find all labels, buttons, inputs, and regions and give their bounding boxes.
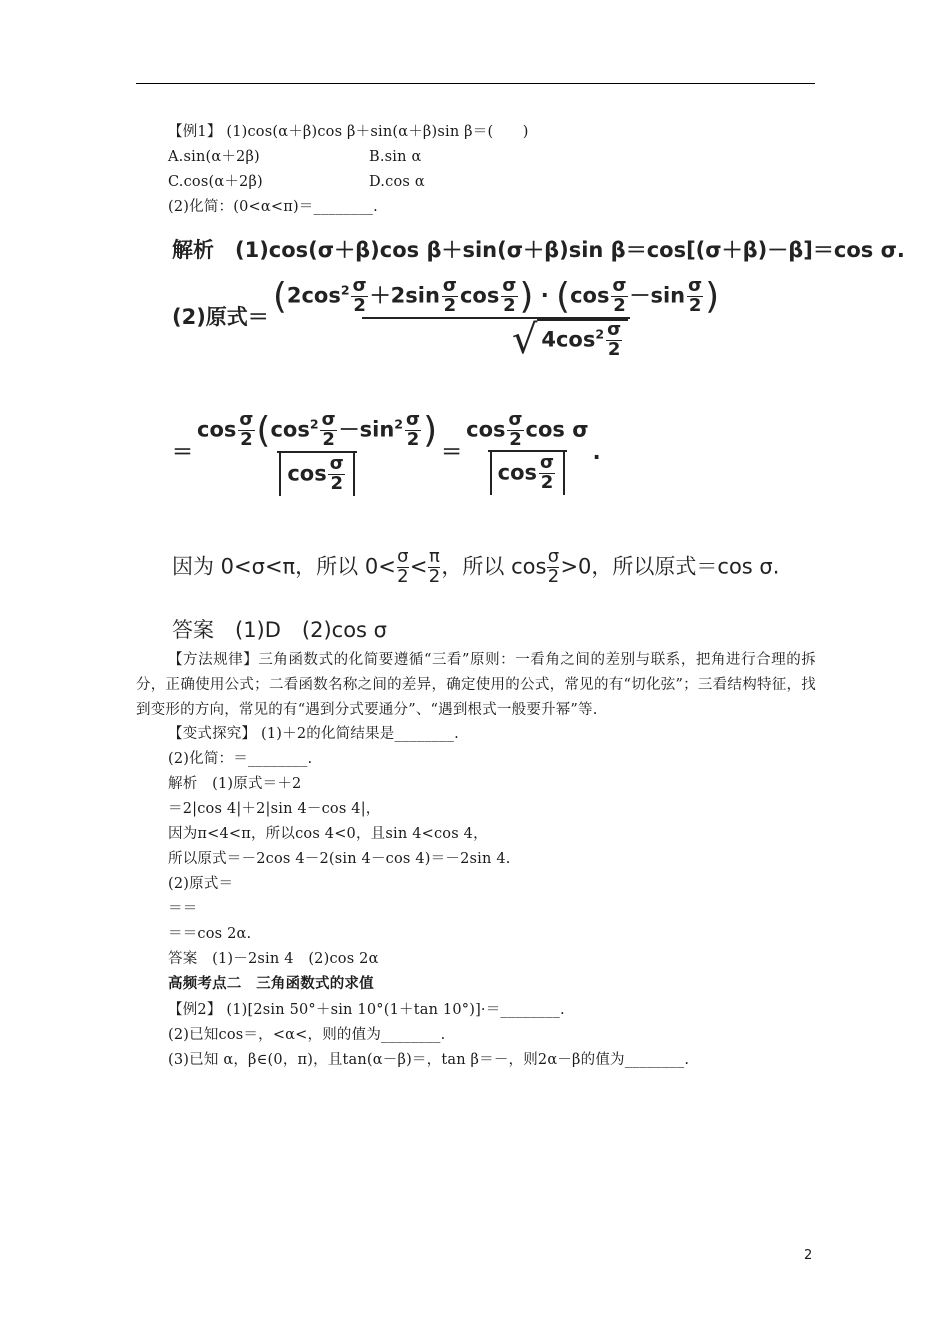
solution-answer: 答案 (1)D (2)cos σ (172, 618, 387, 642)
variant-solution-3: 因为π<4<π，所以cos 4<0，且sin 4<cos 4， (168, 826, 488, 842)
example2-question2: (2)已知cos＝，<α<，则的值为________. (168, 1027, 446, 1043)
variant-question1: 【变式探究】 (1)＋2的化简结果是________. (168, 726, 459, 742)
solution-line4: 因为 0<σ<π，所以 0< $\frac{\sigma}{2}$ < $\frac{\pi}{2}$ ，所以 cos $\frac{\sigma}{2}$ >0，所以原式＝cos σ. (172, 546, 780, 587)
example1-question2: (2)化简：(0<α<π)＝________. (168, 199, 378, 215)
method-rule-paragraph: 【方法规律】三角函数式的化简要遵循“三看”原则：一看角之间的差别与联系，把角进行合理的拆分，正确使用公式；二看函数名称之间的差异，确定使用的公式，常见的有“切化弦”；三看结构特征，找到变形的方向，常见的有“遇到分式要通分”、“遇到根式一般要升幂”等. (136, 652, 816, 718)
solution-line3: ＝ cos $\frac{\sigma}{2}$ ($\cos^2$ $\frac{\sigma}{2}$ $-\sin^2$ $\frac{\sigma}{2}$ ) cos $\frac{\sigma}{2}$ ＝ cos $\frac{\sigma}{2}$ cos σ cos $\frac{\sigma}{2}$ . (172, 409, 601, 495)
variant-solution-1: 解析 (1)原式＝＋2 (168, 776, 302, 792)
page-number: 2 (804, 1248, 813, 1263)
fraction-3: cos $\frac{\sigma}{2}$ cos σ cos $\frac{\sigma}{2}$ (466, 409, 589, 493)
variant-question2: (2)化简：＝________. (168, 751, 313, 767)
variant-solution-5: (2)原式＝ (168, 876, 234, 892)
solution-line1: 解析 (1)cos(σ＋β)cos β＋sin(σ＋β)sin β＝cos[(σ＋β)－β]＝cos σ. (172, 238, 905, 262)
example2-question1: 【例2】 (1)[2sin 50°＋sin 10°(1＋tan 10°)]·＝________. (168, 1002, 565, 1018)
example1-stem: 【例1】 (1)cos(α＋β)cos β＋sin(α＋β)sin β＝( ) (168, 124, 529, 140)
example1-option-d: D.cos α (369, 174, 425, 190)
fraction-1: ($2\cos^2$ $\frac{\sigma}{2}$ ＋2sin $\frac{\sigma}{2}$ cos $\frac{\sigma}{2}$ ) · (cos $\frac{\sigma}{2}$ －sin $\frac{\sigma}{2}$ ) √ $4\cos^2$ $\frac{\sigma}{2}$ (272, 275, 720, 364)
variant-solution-7: ＝＝cos 2α. (168, 926, 252, 942)
example1-option-c: C.cos(α＋2β) (168, 174, 263, 190)
section-heading: 高频考点二 三角函数式的求值 (168, 976, 374, 992)
variant-solution-2: ＝2|cos 4|＋2|sin 4－cos 4|， (168, 801, 381, 817)
example2-question3: (3)已知 α，β∈(0，π)，且tan(α－β)＝，tan β＝－，则2α－β的值为________. (168, 1052, 690, 1068)
fraction-2: cos $\frac{\sigma}{2}$ ($\cos^2$ $\frac{\sigma}{2}$ $-\sin^2$ $\frac{\sigma}{2}$ ) cos $\frac{\sigma}{2}$ (197, 409, 438, 495)
variant-solution-4: 所以原式＝－2cos 4－2(sin 4－cos 4)＝－2sin 4. (168, 851, 511, 867)
variant-solution-6: ＝＝ (168, 901, 198, 917)
variant-answer: 答案 (1)－2sin 4 (2)cos 2α (168, 951, 379, 967)
example1-option-b: B.sin α (369, 149, 422, 165)
example1-option-a: A.sin(α＋2β) (168, 149, 260, 165)
solution-line2 (172, 275, 723, 364)
header-rule (136, 83, 815, 84)
solution-line2-prefix: (2)原式＝ (172, 305, 269, 330)
